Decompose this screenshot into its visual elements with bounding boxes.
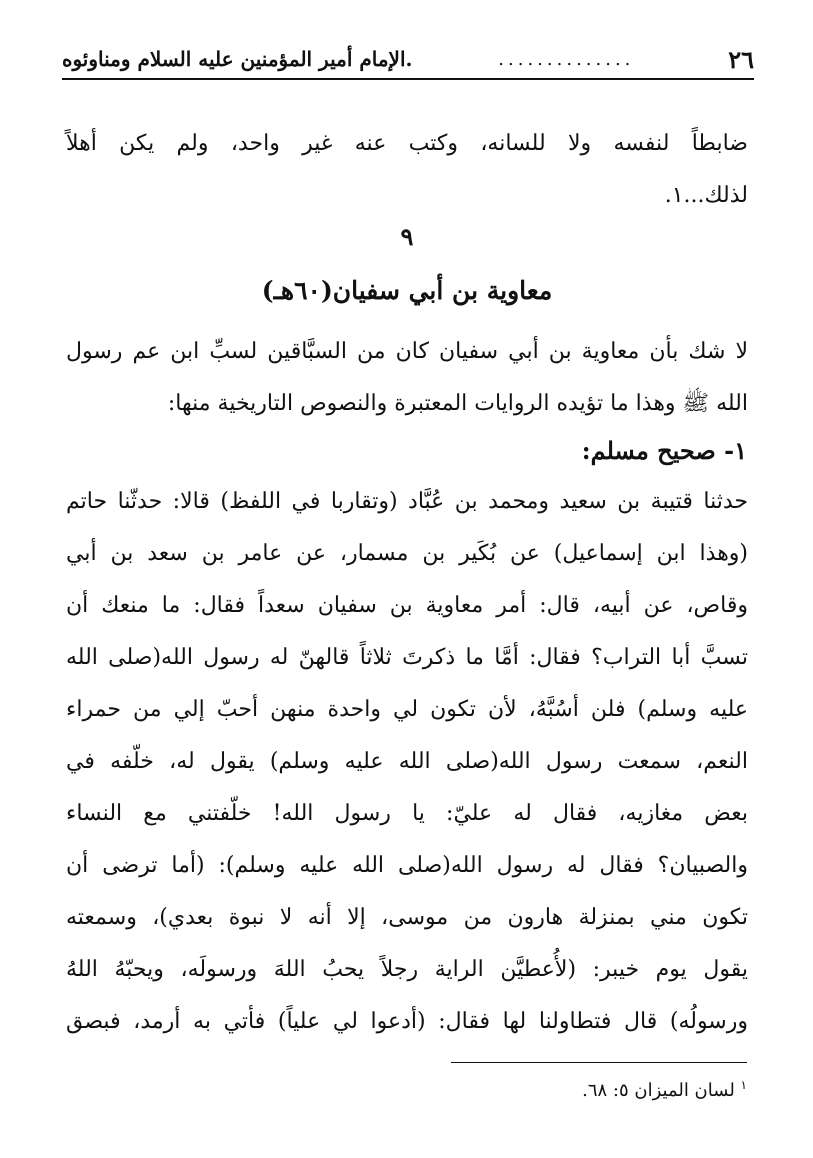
running-header <box>62 40 754 80</box>
text-line: ضابطاً لنفسه ولا للسانه، وكتب عنه غير واحد، ولم يكن أهلاً <box>66 131 748 156</box>
text-line: (وهذا ابن إسماعيل) عن بُكَير بن مسمار، عن عامر بن سعد بن أبي <box>66 541 748 566</box>
hadith-paragraph <box>66 476 748 1048</box>
subheading: ١- صحيح مسلم: <box>581 436 747 465</box>
header-dot-leader: .............. <box>498 48 635 70</box>
text-line: يقول يوم خيبر: (لأُعطيَّن الراية رجلاً يحبُ اللهَ ورسولَه، ويحبّهُ اللهُ <box>66 957 748 982</box>
text-line: النعم، سمعت رسول الله(صلى الله عليه وسلم) يقول له، خلّفه في <box>66 749 748 774</box>
text-line: لذلك...١. <box>664 183 748 208</box>
text-line: وقاص، عن أبيه، قال: أمر معاوية بن سفيان سعداً فقال: ما منعك أن <box>66 593 748 618</box>
section-number: ٩ <box>400 222 414 251</box>
section-title: معاوية بن أبي سفيان(٦٠هـ) <box>261 276 553 305</box>
text-line: لا شك بأن معاوية بن أبي سفيان كان من السبَّاقين لسبِّ ابن عم رسول <box>66 339 748 364</box>
section-intro-paragraph <box>66 326 748 430</box>
page-number: ٢٦ <box>728 44 754 74</box>
footnote-text: لسان الميزان ٥: ٦٨. <box>582 1080 735 1101</box>
intro-paragraph <box>66 118 748 222</box>
text-line: والصبيان؟ فقال له رسول الله(صلى الله عليه وسلم): (أما ترضى أن <box>66 853 748 878</box>
text-line: تكون مني بمنزلة هارون من موسى، إلا أنه لا نبوة بعدي)، وسمعته <box>66 905 748 930</box>
text-line: تسبَّ أبا التراب؟ فقال: أمَّا ما ذكرتَ ثلاثاً قالهنّ له رسول الله(صلى الله <box>66 645 748 670</box>
text-line: عليه وسلم) فلن أسُبَّهُ، لأن تكون لي واحدة منهن أحبّ إلي من حمراء <box>66 697 748 722</box>
text-line: حدثنا قتيبة بن سعيد ومحمد بن عُبَّاد (وتقاربا في اللفظ) قالا: حدثّنا حاتم <box>66 489 748 514</box>
footnote-marker: ١ <box>740 1078 747 1092</box>
text-line: بعض مغازيه، فقال له عليّ: يا رسول الله! خلّفتني مع النساء <box>66 801 748 826</box>
footnote-separator <box>451 1062 747 1063</box>
running-header-title: .الإمام أمير المؤمنين عليه السلام ومناوئوه <box>62 47 413 71</box>
footnote <box>582 1080 747 1101</box>
text-line: ورسولُه) قال فتطاولنا لها فقال: (أدعوا لي علياً) فأتي به أرمد، فبصق <box>66 1009 748 1034</box>
text-line: الله ﷺ وهذا ما تؤيده الروايات المعتبرة والنصوص التاريخية منها: <box>167 391 748 416</box>
